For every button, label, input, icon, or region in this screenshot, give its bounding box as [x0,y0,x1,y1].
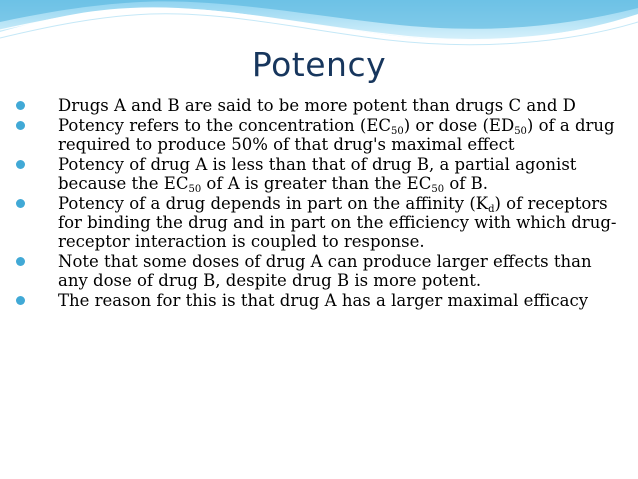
bullet-text [58,155,576,193]
bullet-dot-icon [16,199,25,208]
slide-title: Potency [251,45,387,84]
bullet-text-segment: Drugs A and B are said to be more potent than drugs C and D [58,96,576,115]
bullet-text-segment: ) of a drug required to produce 50% of that drug's maximal effect [58,116,615,154]
bullet-text-segment: ) or dose (ED [403,116,515,135]
bullet-text [58,194,616,251]
bullet-dot-icon [16,101,25,110]
bullet-text [58,96,576,115]
bullet-text [58,291,588,310]
bullet-dot-icon [16,121,25,130]
bullet-text-segment: of B. [444,174,488,193]
subscript: d [488,204,495,215]
bullet-dot-icon [16,257,25,266]
bullet-text-segment: The reason for this is that drug A has a larger maximal efficacy [58,291,589,310]
subscript: 50 [514,126,527,137]
bullet-item [14,96,624,115]
subscript: 50 [188,184,202,195]
bullet-text-segment: Potency of drug A is less than that of drug B, a partial agonist because the EC [58,155,577,193]
bullet-text-segment: ) of receptors for binding the drug and in part on the efficiency with which drug-receptor interaction is coupled to response. [58,194,617,251]
bullet-text-segment: Potency of a drug depends in part on the affinity (K [58,194,489,213]
bullet-list [14,96,624,311]
bullet-item [14,291,624,310]
bullet-item [14,194,624,251]
bullet-text [58,252,592,290]
bullet-dot-icon [16,296,25,305]
bullet-text-segment: Note that some doses of drug A can produce larger effects than any dose of drug B, despite drug B is more potent. [58,252,592,290]
bullet-item [14,116,624,154]
bullet-text-segment: Potency refers to the concentration (EC [58,116,392,135]
bullet-item [14,252,624,290]
bullet-item [14,155,624,193]
bullet-text-segment: of A is greater than the EC [201,174,432,193]
bullet-dot-icon [16,160,25,169]
subscript: 50 [431,184,445,195]
bullet-text [58,116,615,154]
subscript: 50 [391,126,404,137]
